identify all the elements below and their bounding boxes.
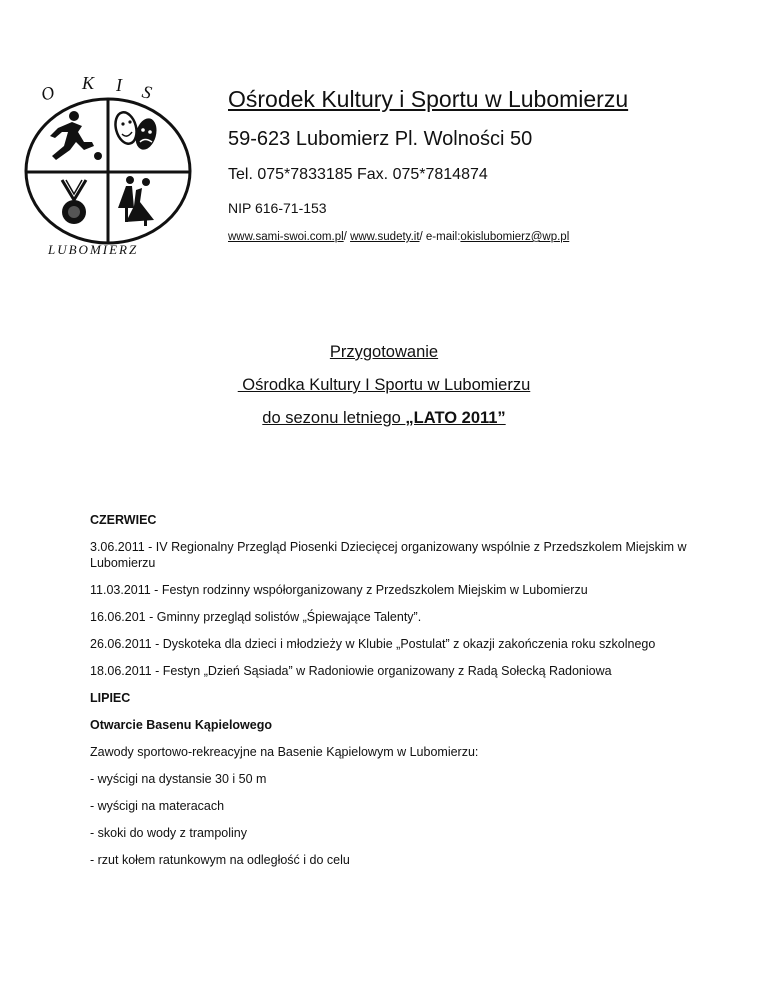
organization-address: 59-623 Lubomierz Pl. Wolności 50 xyxy=(228,128,533,150)
pool-item: - wyścigi na dystansie 30 i 50 m xyxy=(90,772,267,786)
organization-name: Ośrodek Kultury i Sportu w Lubomierzu xyxy=(228,86,629,112)
event-item: 18.06.2011 - Festyn „Dzień Sąsiada” w Radoniowie organizowany z Radą Sołecką Radoniowa xyxy=(90,664,612,678)
pool-item: - rzut kołem ratunkowym na odległość i do celu xyxy=(90,853,350,867)
event-item: 26.06.2011 - Dyskoteka dla dzieci i młodzieży w Klubie „Postulat” z okazji zakończenia roku szkolnego xyxy=(90,637,656,651)
pool-opening-heading: Otwarcie Basenu Kąpielowego xyxy=(90,718,272,732)
footballer-icon xyxy=(50,111,102,160)
organization-nip: NIP 616-71-153 xyxy=(228,200,327,216)
pool-item: - skoki do wody z trampoliny xyxy=(90,826,248,840)
pool-intro: Zawody sportowo-rekreacyjne na Basenie Kąpielowym w Lubomierzu: xyxy=(90,745,479,759)
section-heading-june: CZERWIEC xyxy=(90,513,157,527)
logo-town-name: LUBOMIERZ xyxy=(48,242,139,257)
event-item: 11.03.2011 - Festyn rodzinny współorganizowany z Przedszkolem Miejskim w Lubomierzu xyxy=(90,583,588,597)
website-link-1[interactable]: www.sami-swoi.com.pl xyxy=(228,231,344,243)
dancing-couple-icon xyxy=(118,176,154,226)
website-link-2[interactable]: www.sudety.it xyxy=(350,231,420,243)
logo-letter-o: O xyxy=(38,81,58,105)
organization-phone: Tel. 075*7833185 Fax. 075*7814874 xyxy=(228,166,488,183)
title-line-3-text: do sezonu letniego xyxy=(262,409,406,427)
logo-letter-k: K xyxy=(82,76,95,93)
event-item: 16.06.201 - Gminny przegląd solistów „Śpiewające Talenty”. xyxy=(90,610,422,624)
section-heading-july: LIPIEC xyxy=(90,691,131,705)
title-line-2: Ośrodka Kultury I Sportu w Lubomierzu xyxy=(237,376,531,394)
document-title xyxy=(0,342,768,441)
link-separator: / xyxy=(343,231,351,243)
document-body xyxy=(90,512,690,879)
contact-links xyxy=(228,231,569,243)
medal-icon xyxy=(62,180,86,224)
title-line-1: Przygotowanie xyxy=(329,343,439,361)
title-season: „LATO 2011” xyxy=(405,409,506,427)
event-item: 3.06.2011 - IV Regionalny Przegląd Piosenki Dziecięcej organizowany wspólnie z Przedszkolem Miejskim w Lubomierzu xyxy=(90,540,687,570)
email-label: / e-mail: xyxy=(419,231,461,243)
theatre-masks-icon xyxy=(112,110,160,152)
logo-letter-i: I xyxy=(116,76,122,95)
email-link[interactable]: okislubomierz@wp.pl xyxy=(460,231,570,243)
okis-logo xyxy=(22,76,194,260)
logo-letter-s: S xyxy=(140,81,154,103)
pool-item: - wyścigi na materacach xyxy=(90,799,225,813)
title-line-3 xyxy=(0,408,768,441)
